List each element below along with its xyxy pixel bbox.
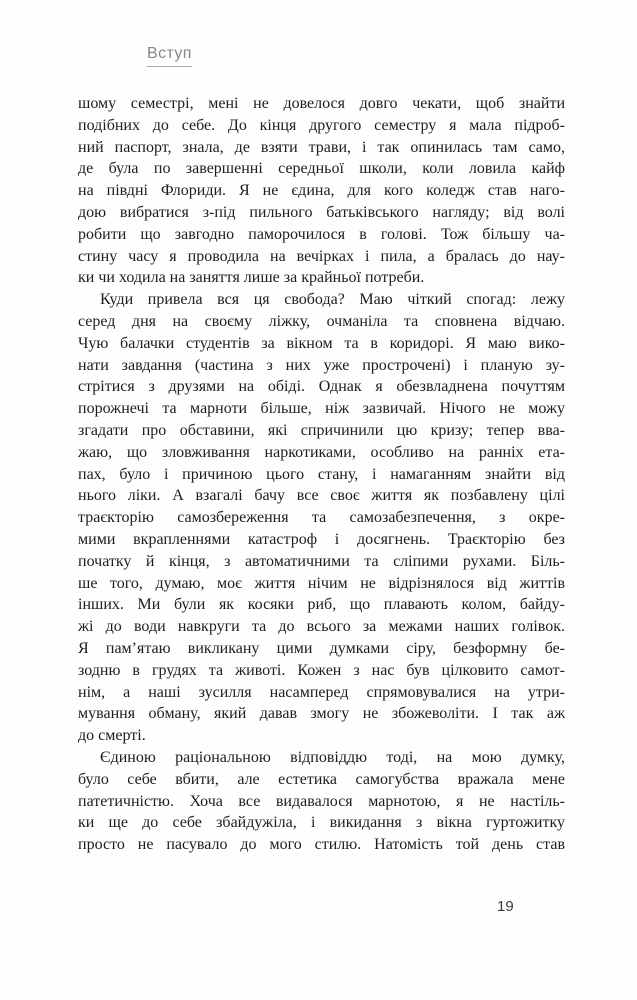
- text-line: Єдиною раціональною відповіддю тоді, на мою думку,: [100, 748, 565, 766]
- text-line: на півдні Флориди. Я не єдина, для кого коледж став наго-: [78, 182, 565, 200]
- text-line: порожнечі та марноти більше, ніж зазвичай. Нічого не можу: [78, 400, 565, 418]
- text-line: початку й кінця, з автоматичними та сліпими рухами. Біль-: [78, 552, 565, 570]
- page-number: 19: [497, 898, 514, 915]
- text-line: просто не пасувало до мого стилю. Натомість той день став: [78, 836, 565, 854]
- text-line: мування обману, який давав змогу не збожеволіти. І так аж: [78, 705, 565, 723]
- text-line: було себе вбити, але естетика самогубства вражала мене: [78, 770, 565, 788]
- text-line: жаю, що зловживання наркотиками, особливо на ранніх ета-: [78, 443, 565, 461]
- text-line: стину часу я проводила на вечірках і пила, а бралась до нау-: [78, 247, 565, 265]
- text-line: Куди привела вся ця свобода? Маю чіткий спогад: лежу: [100, 291, 565, 309]
- body-text: [78, 93, 565, 856]
- text-line: Чую балачки студентів за вікном та в коридорі. Я маю вико-: [78, 334, 565, 352]
- text-line: серед дня на своєму ліжку, очманіла та сповнена відчаю.: [78, 312, 565, 330]
- text-line: де була по завершенні середньої школи, коли ловила кайф: [78, 160, 565, 178]
- text-line: шому семестрі, мені не довелося довго чекати, щоб знайти: [78, 95, 565, 112]
- text-line: ше того, думаю, моє життя нічим не відрізнялося від життів: [78, 574, 565, 592]
- text-line: нати завдання (частина з них уже прострочені) і планую зу-: [78, 356, 565, 374]
- text-line: ки ще до себе збайдужіла, і викидання з вікна гуртожитку: [78, 814, 565, 832]
- text-line: патетичністю. Хоча все видавалося марнотою, я не настіль-: [78, 792, 565, 810]
- text-line: нім, а наші зусилля насамперед спрямовувалися на утри-: [78, 683, 565, 701]
- text-line: ки чи ходила на заняття лише за крайньої потреби.: [78, 269, 425, 287]
- text-line: жі до води навкруги та до всього за межами наших голівок.: [78, 618, 565, 636]
- text-line: пах, було і причиною цього стану, і намаганням знайти від: [78, 465, 565, 483]
- text-line: ний паспорт, знала, де взяти трави, і так опинилась там само,: [78, 138, 565, 156]
- text-line: стрітися з друзями на обіді. Однак я обезвладнена почуттям: [78, 378, 565, 396]
- text-line: зодню в грудях та животі. Кожен з нас був цілковито самот-: [78, 661, 565, 679]
- text-line: траєкторію самозбереження та самозабезпечення, з окре-: [78, 509, 565, 527]
- text-line: подібних до себе. До кінця другого семестру я мала підроб-: [78, 116, 565, 134]
- text-line: дою вибратися з-під пильного батьківського нагляду; від волі: [78, 203, 565, 221]
- text-line: згадати про обставини, які спричинили цю кризу; тепер вва-: [78, 421, 565, 439]
- running-header: Вступ: [147, 45, 192, 67]
- text-line: мими вкрапленнями катастроф і досягнень. Траєкторію без: [78, 530, 565, 548]
- text-line: інших. Ми були як косяки риб, що плавають колом, байду-: [78, 596, 565, 614]
- text-line: робити що завгодно паморочилося в голові. Тож більшу ча-: [78, 225, 565, 243]
- text-line: до смерті.: [78, 727, 146, 745]
- text-line: нього ліки. А взагалі бачу все своє життя як позбавлену цілі: [78, 487, 565, 505]
- text-line: Я пам’ятаю викликану цими думками сіру, безформну бе-: [78, 639, 565, 657]
